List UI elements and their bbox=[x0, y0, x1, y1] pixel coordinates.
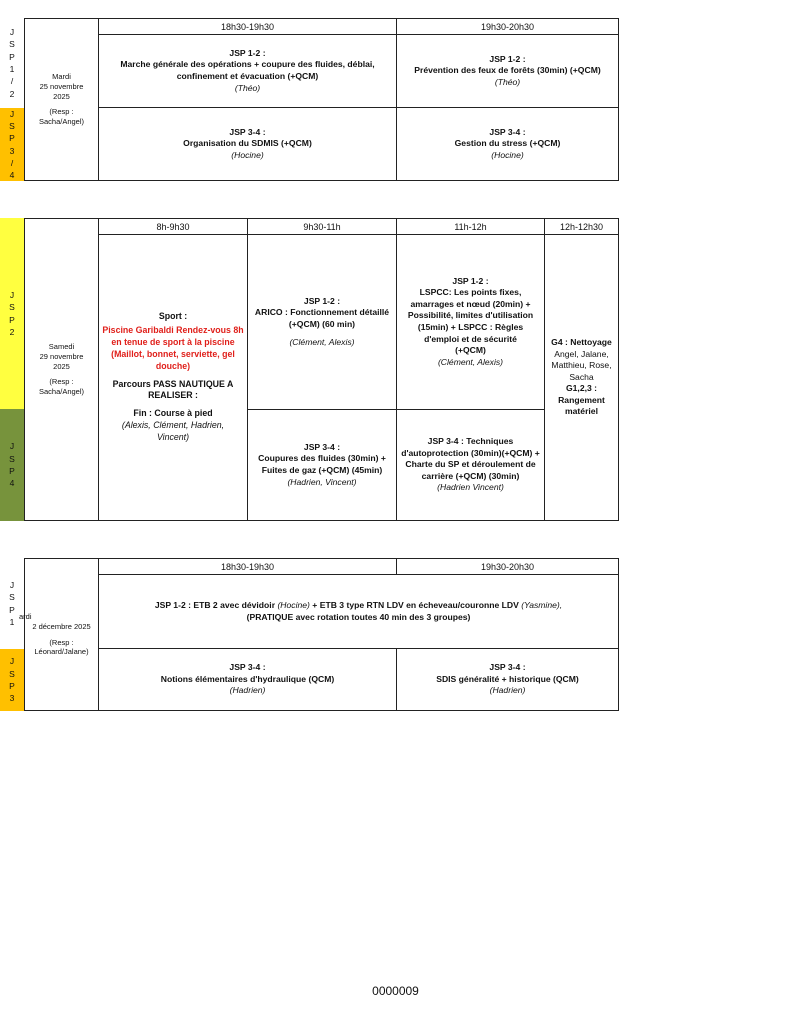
block1-session-sdmis: JSP 3-4 : Organisation du SDMIS (+QCM) (Hocine) bbox=[98, 107, 397, 181]
block2-header-4: 12h-12h30 bbox=[544, 218, 619, 235]
block2-session-arico: JSP 1-2 : ARICO : Fonctionnement détaillé (+QCM) (60 min) (Clément, Alexis) bbox=[247, 234, 397, 410]
block2-header-3: 11h-12h bbox=[396, 218, 545, 235]
block2-session-lspcc: JSP 1-2 : LSPCC: Les points fixes, amarrages et nœud (20min) + Possibilité, limites d'utilisation (15min) + LSPCC : Règles d'emploi et de sécurité (+QCM) (Clément, Alexis) bbox=[396, 234, 545, 410]
block2-label-jsp4: J S P 4 bbox=[0, 409, 24, 521]
block2-session-nettoyage: G4 : Nettoyage Angel, Jalane, Matthieu, Rose, Sacha G1,2,3 : Rangement matériel bbox=[544, 234, 619, 521]
block1-header-1: 18h30-19h30 bbox=[98, 18, 397, 35]
block3-header-2: 19h30-20h30 bbox=[396, 558, 619, 575]
block3-session-sdis: JSP 3-4 : SDIS généralité + historique (QCM) (Hadrien) bbox=[396, 648, 619, 711]
block3-header-1: 18h30-19h30 bbox=[98, 558, 397, 575]
block2-session-coupures: JSP 3-4 : Coupures des fluides (30min) + Fuites de gaz (+QCM) (45min) (Hadrien, Vincent) bbox=[247, 409, 397, 521]
block1-session-marche: JSP 1-2 : Marche générale des opérations + coupure des fluides, déblai, confinement et évacuation (+QCM) (Théo) bbox=[98, 34, 397, 108]
block2-header-2: 9h30-11h bbox=[247, 218, 397, 235]
block1-session-stress: JSP 3-4 : Gestion du stress (+QCM) (Hocine) bbox=[396, 107, 619, 181]
block2-date: Samedi 29 novembre 2025 (Resp : Sacha/Angel) bbox=[24, 218, 99, 521]
block2-label-jsp2: J S P 2 bbox=[0, 218, 24, 409]
page-number: 0000009 bbox=[372, 984, 419, 998]
block3-label-jsp1: J S P 1 bbox=[0, 558, 24, 649]
block1-session-feux: JSP 1-2 : Prévention des feux de forêts (30min) (+QCM) (Théo) bbox=[396, 34, 619, 108]
block3-session-etb: JSP 1-2 : ETB 2 avec dévidoir (Hocine) + ETB 3 type RTN LDV en écheveau/couronne LDV (Yasmine), (PRATIQUE avec rotation toutes 40 min des 3 groupes) bbox=[98, 574, 619, 649]
block1-header-2: 19h30-20h30 bbox=[396, 18, 619, 35]
block2-session-sport: Sport : Piscine Garibaldi Rendez-vous 8h en tenue de sport à la piscine (Maillot, bonnet, serviette, gel douche) Parcours PASS NAUTIQUE A REALISER : Fin : Course à pied (Alexis, Clément, Hadrien, Vincent) bbox=[98, 234, 248, 521]
block1-date: Mardi 25 novembre 2025 (Resp : Sacha/Angel) bbox=[24, 18, 99, 181]
block1-label-jsp12: J S P 1 / 2 bbox=[0, 18, 24, 108]
block3-session-hydraulique: JSP 3-4 : Notions élémentaires d'hydraulique (QCM) (Hadrien) bbox=[98, 648, 397, 711]
block2-session-techniques: JSP 3-4 : Techniques d'autoprotection (30min)(+QCM) + Charte du SP et déroulement de carrière (+QCM) (30min) (Hadrien Vincent) bbox=[396, 409, 545, 521]
block1-label-jsp34: J S P 3 / 4 bbox=[0, 108, 24, 181]
block2-header-1: 8h-9h30 bbox=[98, 218, 248, 235]
block3-date: ardi 2 décembre 2025 (Resp : Léonard/Jalane) bbox=[24, 558, 99, 711]
block3-label-jsp3: J S P 3 bbox=[0, 649, 24, 711]
